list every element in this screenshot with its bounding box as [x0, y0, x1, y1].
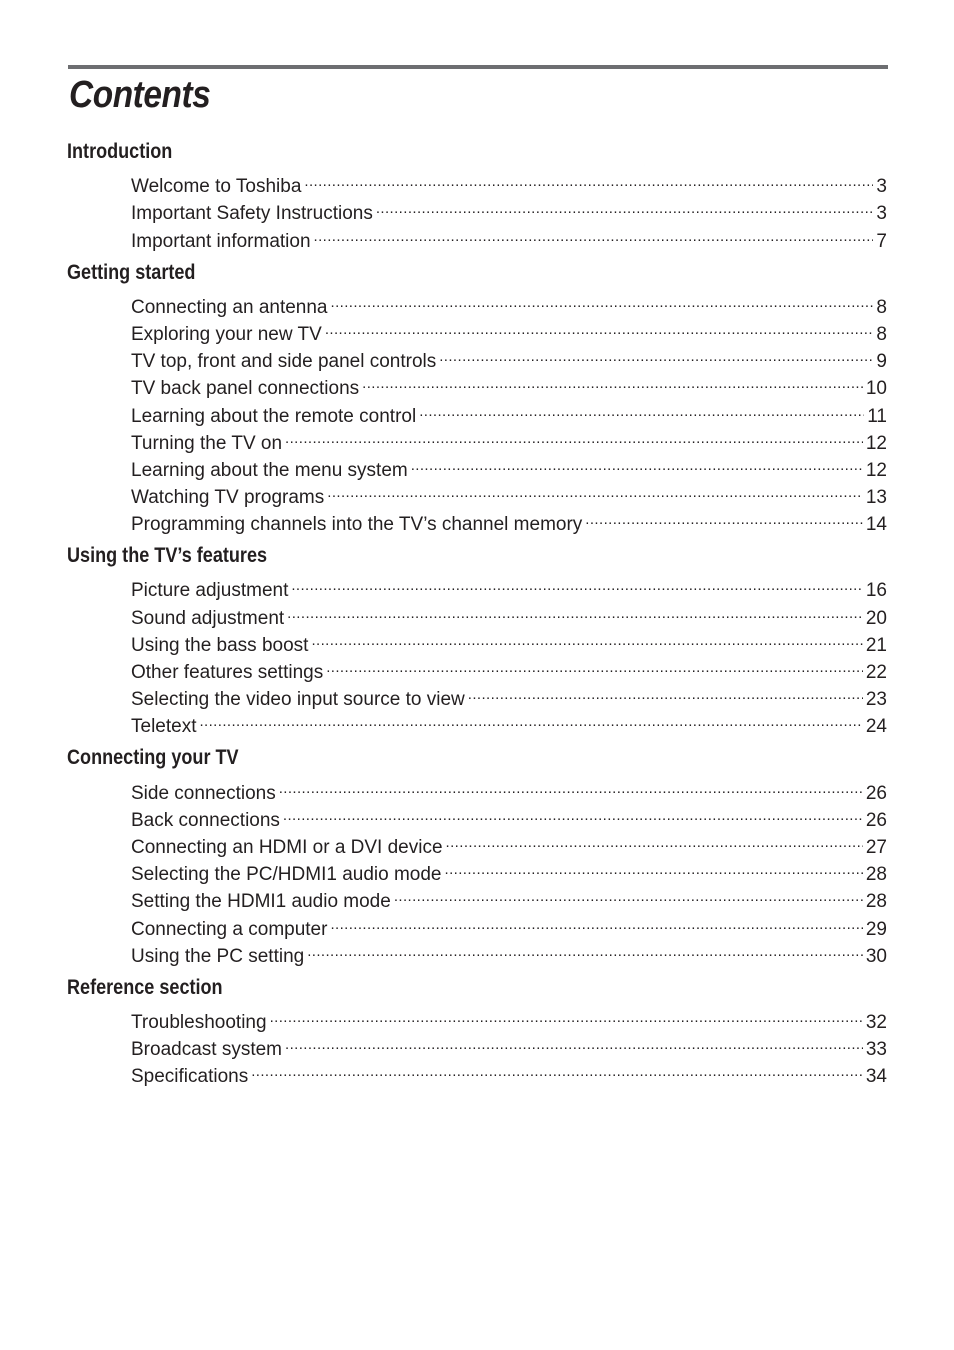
toc-entry-label: Learning about the remote control [131, 405, 417, 427]
toc-entry-label: Setting the HDMI1 audio mode [131, 891, 391, 913]
toc-entry-page-number: 30 [865, 945, 887, 967]
dot-leader [362, 367, 863, 394]
dot-leader [394, 880, 863, 907]
toc-entry[interactable] [131, 165, 887, 198]
dot-leader [468, 678, 863, 705]
dot-leader [307, 935, 863, 962]
toc-entry[interactable] [131, 286, 887, 318]
dot-leader [446, 826, 863, 853]
section-heading: Getting started [67, 260, 196, 284]
toc-entry-label: Picture adjustment [131, 580, 289, 602]
toc-entry-page-number: 12 [865, 459, 887, 481]
toc-entry-label: TV back panel connections [131, 378, 360, 400]
toc-entry-label: Selecting the video input source to view [131, 689, 465, 711]
toc-entry-page-number: 34 [865, 1066, 887, 1088]
toc-entry-page-number: 21 [865, 634, 887, 656]
dot-leader [331, 286, 874, 313]
toc-entry-label: Using the bass boost [131, 634, 309, 656]
toc-section [67, 542, 887, 738]
toc-entry-page-number: 7 [876, 230, 887, 252]
toc-entry-page-number: 13 [865, 487, 887, 509]
dot-leader [330, 907, 862, 934]
dot-leader [439, 340, 873, 367]
toc-entry-label: Learning about the menu system [131, 459, 408, 481]
toc-entry-page-number: 14 [865, 514, 887, 536]
toc-entry[interactable] [131, 705, 887, 738]
toc-entry-label: Watching TV programs [131, 487, 325, 509]
toc-entry-label: Back connections [131, 809, 280, 831]
toc-entry-label: Specifications [131, 1066, 249, 1088]
dot-leader [279, 771, 863, 798]
toc-entry-page-number: 26 [865, 809, 887, 831]
toc-entry-page-number: 29 [865, 918, 887, 940]
toc-entry-label: Connecting an antenna [131, 296, 328, 318]
toc-entry-page-number: 8 [876, 296, 887, 318]
dot-leader [287, 596, 863, 623]
dot-leader [199, 705, 862, 732]
toc-entry-page-number: 16 [865, 580, 887, 602]
dot-leader [285, 422, 863, 449]
toc-entry-label: Sound adjustment [131, 607, 285, 629]
toc-entry-page-number: 33 [865, 1039, 887, 1061]
toc-section [67, 744, 887, 967]
toc-entry-page-number: 3 [876, 203, 887, 225]
toc-entry-label: Troubleshooting [131, 1011, 267, 1033]
section-heading: Introduction [67, 140, 173, 163]
dot-leader [314, 219, 874, 246]
toc-section [67, 259, 887, 536]
dot-leader [326, 651, 863, 678]
dot-leader [285, 1028, 863, 1055]
toc-entry-label: Exploring your new TV [131, 323, 322, 345]
toc-entry-page-number: 8 [876, 323, 887, 345]
dot-leader [419, 394, 864, 421]
toc-entry-page-number: 9 [876, 351, 887, 373]
toc-entry-label: Important Safety Instructions [131, 203, 373, 225]
dot-leader [283, 799, 863, 826]
toc-entry-label: Important information [131, 230, 311, 252]
toc-entry-page-number: 28 [865, 891, 887, 913]
toc-entry-page-number: 27 [865, 836, 887, 858]
toc-entry-label: Selecting the PC/HDMI1 audio mode [131, 864, 442, 886]
dot-leader [291, 569, 863, 596]
page-title: Contents [69, 74, 211, 116]
dot-leader [325, 313, 874, 340]
toc-entry-label: Connecting an HDMI or a DVI device [131, 836, 443, 858]
toc-entry-label: Programming channels into the TV’s channel memory [131, 514, 583, 536]
toc-entry-page-number: 20 [865, 607, 887, 629]
dot-leader [585, 503, 863, 530]
dot-leader [445, 853, 863, 880]
section-heading: Using the TV’s features [67, 544, 268, 568]
toc-entry-label: Broadcast system [131, 1039, 282, 1061]
dot-leader [304, 165, 873, 192]
toc-entry-page-number: 28 [865, 864, 887, 886]
title-rule [68, 65, 888, 69]
toc-entry-page-number: 11 [867, 405, 887, 427]
toc-entry-label: Welcome to Toshiba [131, 176, 302, 198]
toc-entry[interactable] [131, 569, 887, 602]
dot-leader [311, 624, 862, 651]
section-heading: Connecting your TV [67, 746, 239, 770]
toc-entry-page-number: 23 [865, 689, 887, 711]
toc-entry-label: Connecting a computer [131, 918, 328, 940]
toc-entry-page-number: 10 [865, 378, 887, 400]
toc-entry[interactable] [131, 771, 887, 804]
toc-entry-page-number: 22 [865, 662, 887, 683]
dot-leader [251, 1055, 863, 1082]
toc-entry-label: TV top, front and side panel controls [131, 351, 437, 373]
toc-entry-page-number: 24 [865, 716, 887, 738]
table-of-contents [67, 138, 887, 1094]
toc-entry-label: Turning the TV on [131, 432, 283, 454]
toc-entry-label: Teletext [131, 716, 197, 738]
toc-entry-page-number: 12 [865, 432, 887, 454]
toc-entry-page-number: 32 [865, 1011, 887, 1033]
section-heading: Reference section [67, 975, 223, 999]
dot-leader [411, 449, 863, 476]
toc-section [67, 138, 887, 252]
toc-entry-page-number: 26 [865, 782, 887, 804]
toc-entry[interactable] [131, 1001, 887, 1033]
toc-entry-label: Other features settings [131, 662, 324, 683]
toc-entry-page-number: 3 [876, 176, 887, 198]
toc-entry-label: Using the PC setting [131, 945, 305, 967]
dot-leader [327, 476, 863, 503]
dot-leader [270, 1001, 863, 1028]
toc-section [67, 974, 887, 1088]
dot-leader [376, 192, 874, 219]
toc-entry-label: Side connections [131, 782, 276, 804]
